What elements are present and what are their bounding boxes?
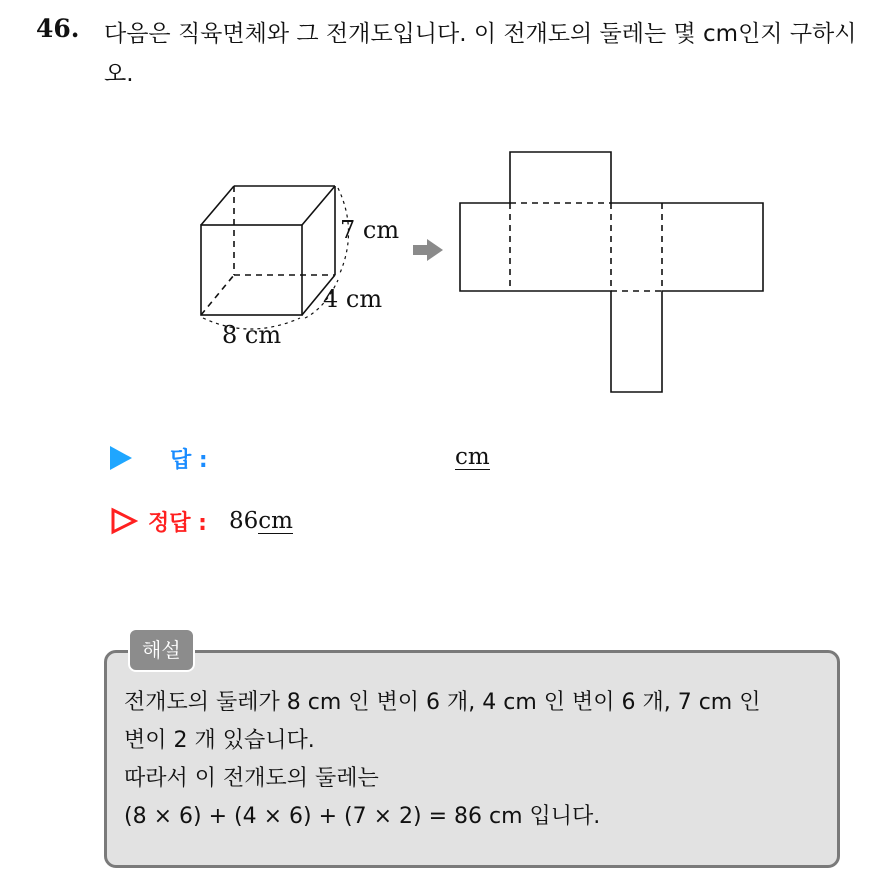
net-drawing	[460, 152, 763, 392]
correct-answer-label: 정답 :	[148, 510, 207, 536]
cuboid-hidden-edges	[201, 186, 335, 315]
cuboid-edge	[302, 186, 335, 225]
width-label: 8 cm	[222, 321, 282, 349]
outline-triangle-icon	[110, 507, 138, 535]
height-label: 7 cm	[340, 216, 400, 244]
answer-unit: cm	[455, 444, 490, 470]
depth-label: 4 cm	[323, 285, 383, 313]
figure	[0, 0, 884, 420]
correct-answer-value: 86	[228, 508, 259, 534]
play-triangle-icon	[110, 446, 132, 470]
answer-row	[110, 440, 208, 476]
answer-label: 답 :	[170, 447, 208, 473]
correct-answer-row	[110, 503, 293, 539]
question-text: 다음은 직육면체와 그 전개도입니다. 이 전개도의 둘레는 몇 cm인지 구하시오.	[104, 21, 857, 87]
explanation-line: 변이 2 개 있습니다.	[124, 728, 315, 753]
explanation-line: (8 × 6) + (4 × 6) + (7 × 2) = 86 cm 입니다.	[124, 804, 601, 829]
right-arrow-icon	[413, 239, 443, 261]
explanation-text	[124, 684, 836, 836]
net-fold-lines	[510, 203, 662, 291]
explanation-tab: 해설	[128, 628, 195, 672]
correct-answer-unit: cm	[258, 507, 293, 534]
cuboid-edge	[201, 186, 234, 225]
question-number: 46.	[36, 14, 80, 43]
cuboid-front-face	[201, 225, 302, 315]
explanation-line: 따라서 이 전개도의 둘레는	[124, 766, 379, 791]
explanation-line: 전개도의 둘레가 8 cm 인 변이 6 개, 4 cm 인 변이 6 개, 7 cm 인	[124, 690, 761, 715]
